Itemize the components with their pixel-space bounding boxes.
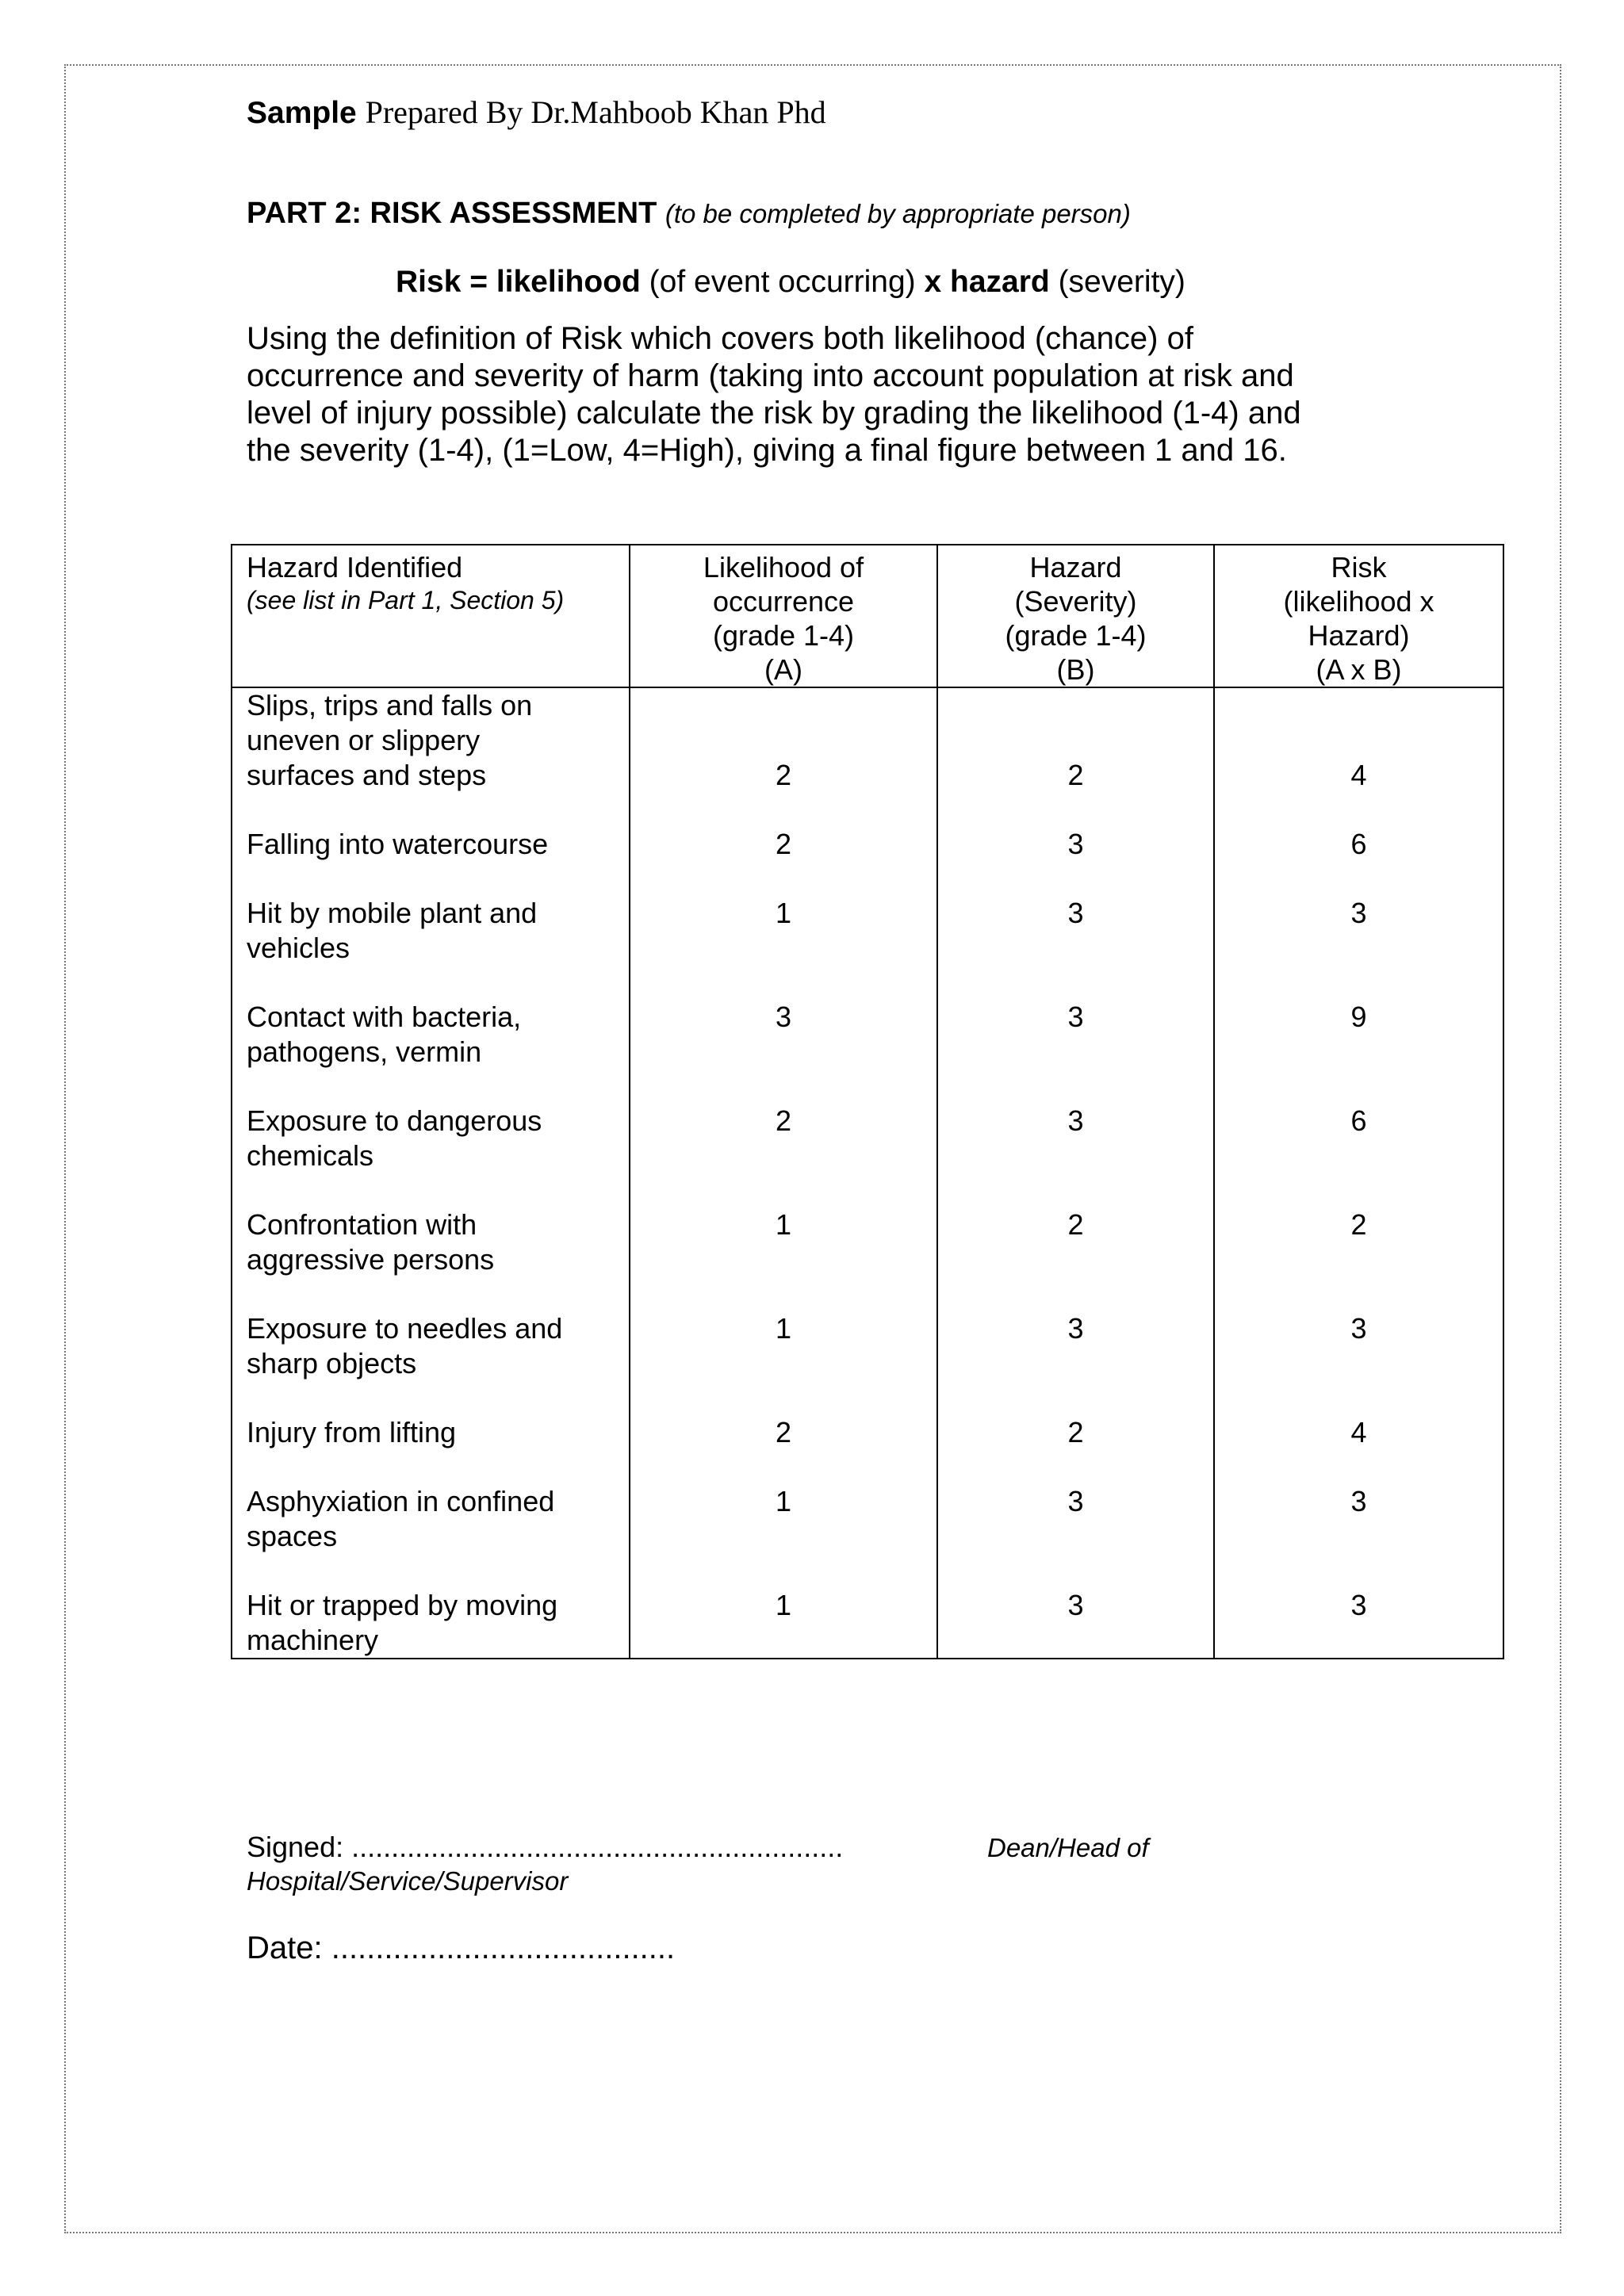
- hazard-line: sharp objects: [247, 1347, 417, 1380]
- likelihood-cell: [630, 1207, 937, 1311]
- hazard-line: chemicals: [247, 1139, 374, 1172]
- table-row: [232, 1207, 1503, 1311]
- hazard-cell: [232, 1207, 630, 1311]
- table-row: [232, 827, 1503, 896]
- header-hazard: [232, 545, 630, 687]
- hazard-line: Exposure to needles and: [247, 1312, 563, 1345]
- header-severity-line: (grade 1-4): [1005, 619, 1147, 652]
- likelihood-value: 3: [775, 1001, 792, 1033]
- severity-cell: [937, 1000, 1214, 1104]
- likelihood-value: 2: [775, 1104, 792, 1137]
- hazard-cell: [232, 1311, 630, 1415]
- severity-value: 2: [1067, 759, 1084, 791]
- table-row: [232, 1104, 1503, 1207]
- hazard-cell: [232, 1484, 630, 1588]
- hazard-line: surfaces and steps: [247, 759, 487, 791]
- risk-cell: [1214, 1104, 1503, 1207]
- header-risk-line: Risk: [1331, 551, 1387, 584]
- hazard-cell: [232, 827, 630, 896]
- severity-value: 3: [1067, 1485, 1084, 1517]
- table-row: [232, 1415, 1503, 1484]
- date-line: Date: .......................................: [247, 1931, 676, 1965]
- risk-value: 3: [1350, 1312, 1367, 1345]
- severity-value: 2: [1067, 1416, 1084, 1448]
- risk-formula: [396, 265, 1185, 300]
- severity-value: 3: [1067, 1001, 1084, 1033]
- risk-cell: [1214, 1311, 1503, 1415]
- severity-value: 3: [1067, 897, 1084, 929]
- header-risk-line: (A x B): [1316, 653, 1402, 686]
- hazard-line: Contact with bacteria,: [247, 1001, 522, 1033]
- hazard-line: Hit or trapped by moving: [247, 1589, 558, 1621]
- likelihood-cell: [630, 1311, 937, 1415]
- hazard-cell: [232, 687, 630, 827]
- risk-value: 9: [1350, 1001, 1367, 1033]
- formula-risk: Risk = likelihood: [396, 265, 641, 299]
- formula-hazard: x hazard: [924, 265, 1050, 299]
- risk-cell: [1214, 1484, 1503, 1588]
- part-title-note: (to be completed by appropriate person): [665, 199, 1131, 228]
- likelihood-value: 2: [775, 759, 792, 791]
- hazard-line: Hit by mobile plant and: [247, 897, 538, 929]
- intro-paragraph: [247, 320, 1396, 469]
- severity-cell: [937, 827, 1214, 896]
- likelihood-value: 1: [775, 1208, 792, 1241]
- severity-cell: [937, 1484, 1214, 1588]
- risk-cell: [1214, 1415, 1503, 1484]
- formula-event: (of event occurring): [640, 265, 925, 299]
- risk-value: 4: [1350, 1416, 1367, 1448]
- hazard-cell: [232, 1000, 630, 1104]
- risk-cell: [1214, 896, 1503, 1000]
- likelihood-cell: [630, 1415, 937, 1484]
- likelihood-value: 1: [775, 1485, 792, 1517]
- likelihood-value: 2: [775, 1416, 792, 1448]
- severity-cell: [937, 1207, 1214, 1311]
- hazard-cell: [232, 1104, 630, 1207]
- severity-cell: [937, 687, 1214, 827]
- risk-cell: [1214, 827, 1503, 896]
- signed-role: Dean/Head of: [987, 1833, 1149, 1862]
- header-likelihood: [630, 545, 937, 687]
- hazard-line: aggressive persons: [247, 1243, 495, 1276]
- likelihood-value: 1: [775, 1589, 792, 1621]
- likelihood-cell: [630, 896, 937, 1000]
- risk-value: 6: [1350, 828, 1367, 860]
- risk-value: 4: [1350, 759, 1367, 791]
- table-row: [232, 1000, 1503, 1104]
- hazard-line: Confrontation with: [247, 1208, 477, 1241]
- part-title-text: PART 2: RISK ASSESSMENT: [247, 197, 657, 230]
- signed-line: Signed: ..............................................................: [247, 1831, 844, 1863]
- intro-line: occurrence and severity of harm (taking into account population at risk and: [247, 358, 1294, 393]
- severity-value: 2: [1067, 1208, 1084, 1241]
- likelihood-cell: [630, 1000, 937, 1104]
- severity-cell: [937, 1311, 1214, 1415]
- risk-table: [231, 544, 1504, 1659]
- sample-label: Sample: [247, 96, 357, 130]
- header-hazard-title: Hazard Identified: [247, 551, 463, 584]
- table-row: [232, 1311, 1503, 1415]
- hazard-line: uneven or slippery: [247, 724, 481, 756]
- table-row: [232, 1588, 1503, 1659]
- likelihood-cell: [630, 687, 937, 827]
- table-row: [232, 1484, 1503, 1588]
- hazard-line: pathogens, vermin: [247, 1035, 482, 1068]
- header-hazard-subtitle: (see list in Part 1, Section 5): [247, 586, 565, 614]
- risk-cell: [1214, 687, 1503, 827]
- likelihood-value: 1: [775, 1312, 792, 1345]
- intro-line: the severity (1-4), (1=Low, 4=High), giving a final figure between 1 and 16.: [247, 433, 1287, 468]
- severity-value: 3: [1067, 1312, 1084, 1345]
- formula-severity: (severity): [1049, 265, 1185, 299]
- risk-value: 3: [1350, 1485, 1367, 1517]
- header-severity-line: (Severity): [1014, 585, 1137, 618]
- risk-cell: [1214, 1000, 1503, 1104]
- signed-role-continued: Hospital/Service/Supervisor: [247, 1866, 569, 1896]
- header-likelihood-line: (grade 1-4): [712, 619, 855, 652]
- likelihood-cell: [630, 1484, 937, 1588]
- severity-value: 3: [1067, 1589, 1084, 1621]
- hazard-line: vehicles: [247, 932, 350, 964]
- severity-cell: [937, 1104, 1214, 1207]
- likelihood-value: 1: [775, 897, 792, 929]
- risk-value: 6: [1350, 1104, 1367, 1137]
- header-likelihood-line: occurrence: [712, 585, 855, 618]
- table-header-row: [232, 545, 1503, 687]
- likelihood-cell: [630, 1588, 937, 1659]
- severity-cell: [937, 896, 1214, 1000]
- hazard-line: Injury from lifting: [247, 1416, 457, 1448]
- header-severity-line: Hazard: [1029, 551, 1122, 584]
- header-risk-line: Hazard): [1308, 619, 1410, 652]
- hazard-line: Exposure to dangerous: [247, 1104, 542, 1137]
- intro-line: level of injury possible) calculate the risk by grading the likelihood (1-4) and: [247, 396, 1301, 430]
- hazard-cell: [232, 1415, 630, 1484]
- risk-value: 3: [1350, 897, 1367, 929]
- hazard-line: Slips, trips and falls on: [247, 689, 533, 721]
- severity-cell: [937, 1588, 1214, 1659]
- intro-line: Using the definition of Risk which covers both likelihood (chance) of: [247, 321, 1193, 356]
- risk-cell: [1214, 1588, 1503, 1659]
- hazard-line: Asphyxiation in confined: [247, 1485, 555, 1517]
- likelihood-cell: [630, 827, 937, 896]
- likelihood-value: 2: [775, 828, 792, 860]
- hazard-line: Falling into watercourse: [247, 828, 549, 860]
- risk-value: 2: [1350, 1208, 1367, 1241]
- risk-value: 3: [1350, 1589, 1367, 1621]
- hazard-line: machinery: [247, 1624, 379, 1656]
- header-risk: [1214, 545, 1503, 687]
- header-risk-line: (likelihood x: [1283, 585, 1434, 618]
- hazard-cell: [232, 1588, 630, 1659]
- table-row: [232, 896, 1503, 1000]
- likelihood-cell: [630, 1104, 937, 1207]
- part-title: [247, 197, 1131, 231]
- header-likelihood-line: Likelihood of: [703, 551, 864, 584]
- severity-value: 3: [1067, 1104, 1084, 1137]
- severity-value: 3: [1067, 828, 1084, 860]
- risk-cell: [1214, 1207, 1503, 1311]
- table-row: [232, 687, 1503, 827]
- sample-header: [247, 94, 826, 131]
- header-likelihood-line: (A): [764, 653, 802, 686]
- hazard-cell: [232, 896, 630, 1000]
- hazard-line: spaces: [247, 1520, 338, 1552]
- header-severity: [937, 545, 1214, 687]
- header-severity-line: (B): [1056, 653, 1095, 686]
- prepared-by: Prepared By Dr.Mahboob Khan Phd: [365, 94, 826, 130]
- severity-cell: [937, 1415, 1214, 1484]
